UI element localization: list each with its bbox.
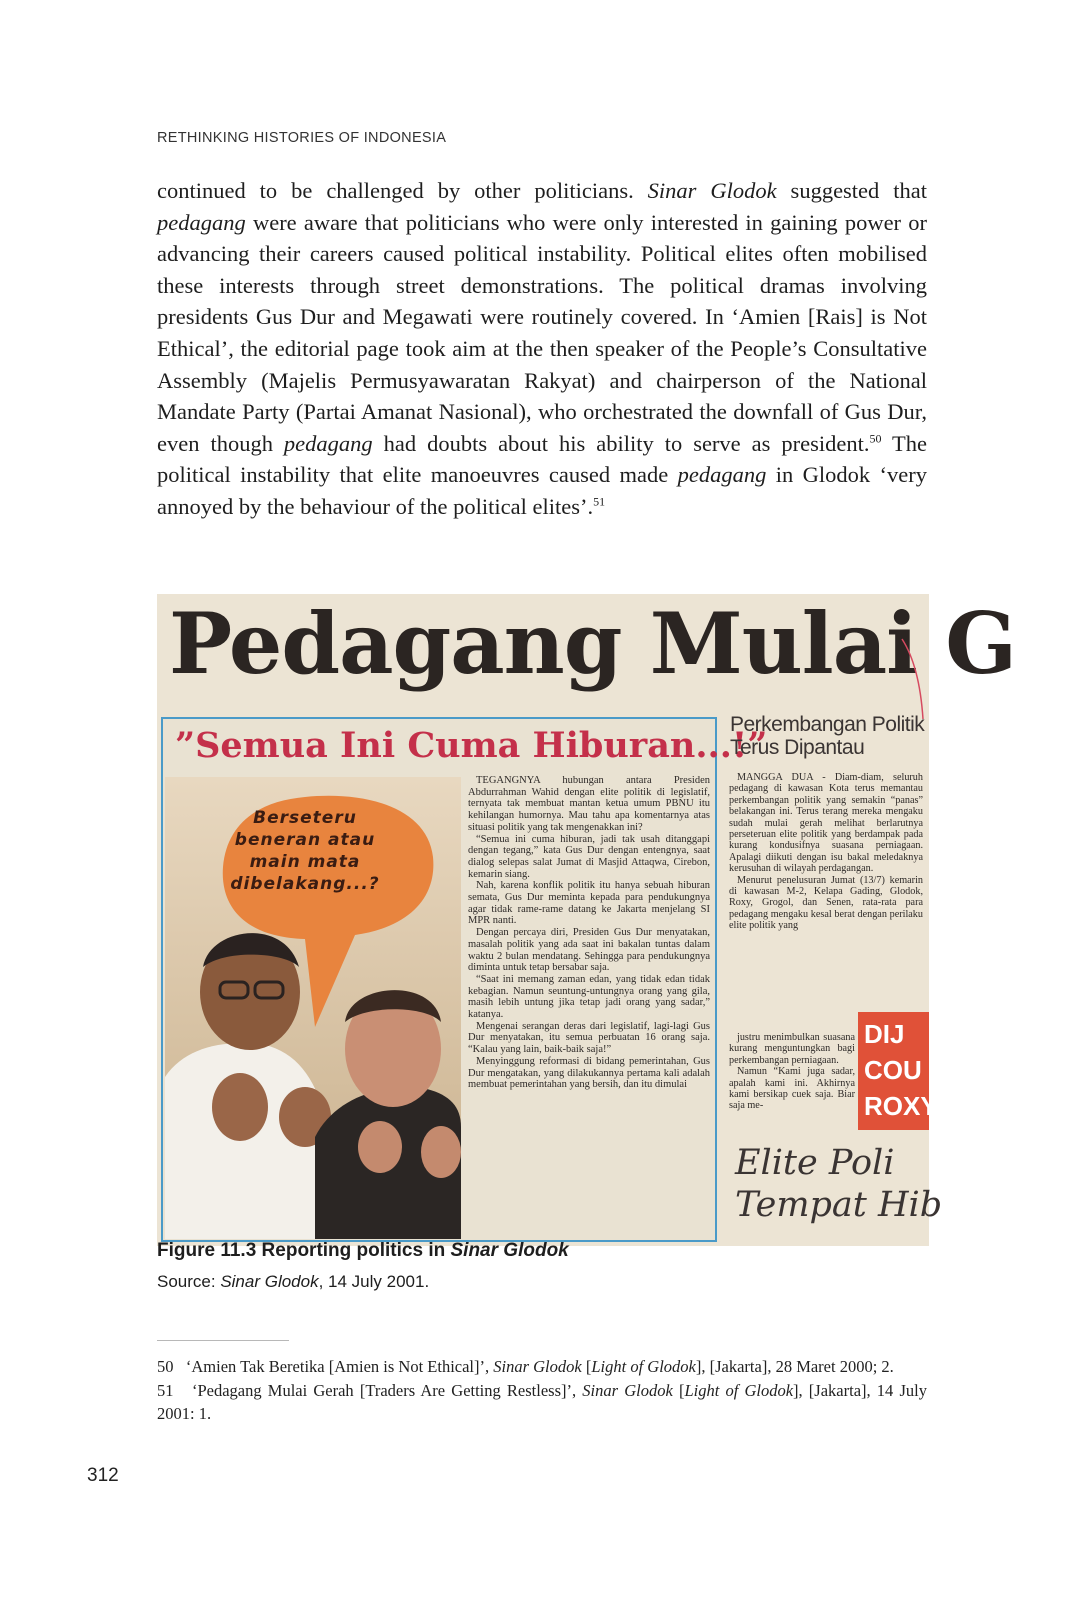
figure-source: Source: Sinar Glodok, 14 July 2001. [157, 1272, 430, 1291]
newspaper-headline: Pedagang Mulai G [169, 594, 1017, 693]
red-scribble-mark [897, 634, 927, 724]
speech-bubble-text: Berseteru beneran atau main mata dibelakang...? [230, 808, 380, 894]
figure-caption: Figure 11.3 Reporting politics in Sinar Glodok [157, 1240, 569, 1261]
side-story-column: MANGGA DUA - Diam-diam, seluruh pedagang di kawasan Kota terus memantau perkembangan politik yang semakin “panas” belakangan ini. Terus terang mereka mengaku sudah mulai gerah melihat berlarutnya perseteruan elite politik yang berdampak pada kurang kondusifnya suasana perniagaan. Apalagi diikuti dengan isu bakal meledaknya kerusuhan di wilayah perdagangan. Menurut penelusuran Jumat (13/7) kemarin di kawasan M-2, Kelapa Gading, Glodok, Roxy, Grogol, dan Senen, rata-rata para pedagang mengaku kesal berat dengan perilaku elite politik yang [729, 772, 923, 932]
footnote-50: 50 ‘Amien Tak Beretika [Amien is Not Ethical]’, Sinar Glodok [Light of Glodok], [Jakarta], 28 Maret 2000; 2. [157, 1357, 894, 1376]
story-column-a: TEGANGNYA hubungan antara Presiden Abdurrahman Wahid dengan elite politik di legislatif, ternyata tak membuat mantan ketua umum PBNU itu kehilangan humornya. Mau tahu apa komentarnya atas situasi politik yang tak mengenakkan ini? “Semua ini cuma hiburan, jadi tak usah ditanggapi dengan tegang,” kata Gus Dur dengan entengnya, saat dialog selepas salat Jumat di Masjid Attaqwa, Cirebon, kemarin siang. Nah, karena konflik politik itu hanya sebuah hiburan semata, Gus Dur meminta kepada para pendukungnya agar tidak rame-rame datang ke Jakarta menjelang SI MPR nanti. Dengan percaya diri, Presiden Gus Dur menyatakan, masalah politik yang ada saat ini bakalan tuntas dalam waktu 2 bulan mendatang. Sehingga para pendukungnya diminta untuk tetap bersabar saja. “Saat ini memang zaman edan, yang tidak edan tidak kebagian. Namun seuntung-untungnya orang yang gila, masih lebih untung jika tetap jadi orang yang sadar,” katanya. Mengenai serangan deras dari legislatif, lagi-lagi Gus Dur menyatakan, itu semua perbuatan 16 orang saja. “Kalau yang lain, baik-baik saja!” Menyinggung reformasi di bidang pemerintahan, Gus Dur mengatakan, yang dilakukannya pertama kali adalah membuat pemerintahan yang bersih, dan itu dimulai [468, 775, 710, 1091]
footnotes [157, 1355, 927, 1426]
page-number: 312 [87, 1465, 119, 1486]
elite-headline: Elite Poli Tempat Hib [735, 1143, 943, 1225]
story-box [161, 717, 768, 1242]
story-subhead: ”Semua Ini Cuma Hiburan...!” [175, 725, 768, 766]
news-photo [165, 777, 461, 1239]
footnote-ref-51[interactable]: 51 [593, 494, 606, 509]
footnote-ref-50[interactable]: 50 [869, 431, 882, 446]
side-story-headline: Perkembangan Politik Terus Dipantau [730, 713, 925, 759]
footnote-rule [157, 1340, 289, 1341]
body-paragraph: continued to be challenged by other politicians. Sinar Glodok suggested that pedagang were aware that politicians who were only interested in gaining power or advancing their careers caused political instability. Political elites often mobilised these interests through street demonstrations. The political dramas involving presidents Gus Dur and Megawati were routinely covered. In ‘Amien [Rais] is Not Ethical’, the editorial page took aim at the then speaker of the People’s Consultative Assembly (Majelis Permusyawaratan Rakyat) and chairperson of the National Mandate Party (Partai Amanat Nasional), who orchestrated the downfall of Gus Dur, even though pedagang had doubts about his ability to serve as president.$^{50}$ The political instability that elite manoeuvres caused made pedagang in Glodok ‘very annoyed by the behaviour of the political elites’.$^{51}$ [157, 178, 927, 519]
newspaper-clipping [157, 594, 1017, 1246]
running-head: RETHINKING HISTORIES OF INDONESIA [157, 130, 447, 146]
red-teaser-box: DIJ COU ROXY [858, 1012, 929, 1130]
footnote-51: 51 ‘Pedagang Mulai Gerah [Traders Are Getting Restless]’, Sinar Glodok [Light of Glodok], [Jakarta], 14 July 2001: 1. [157, 1380, 927, 1423]
side-story-column-continued: justru menimbulkan suasana kurang menguntungkan bagi perkembangan perniagaan. Namun “Kami juga sadar, apalah kami ini. Akhirnya kami bersikap cuek saja. Biar saja me- [729, 1032, 855, 1112]
